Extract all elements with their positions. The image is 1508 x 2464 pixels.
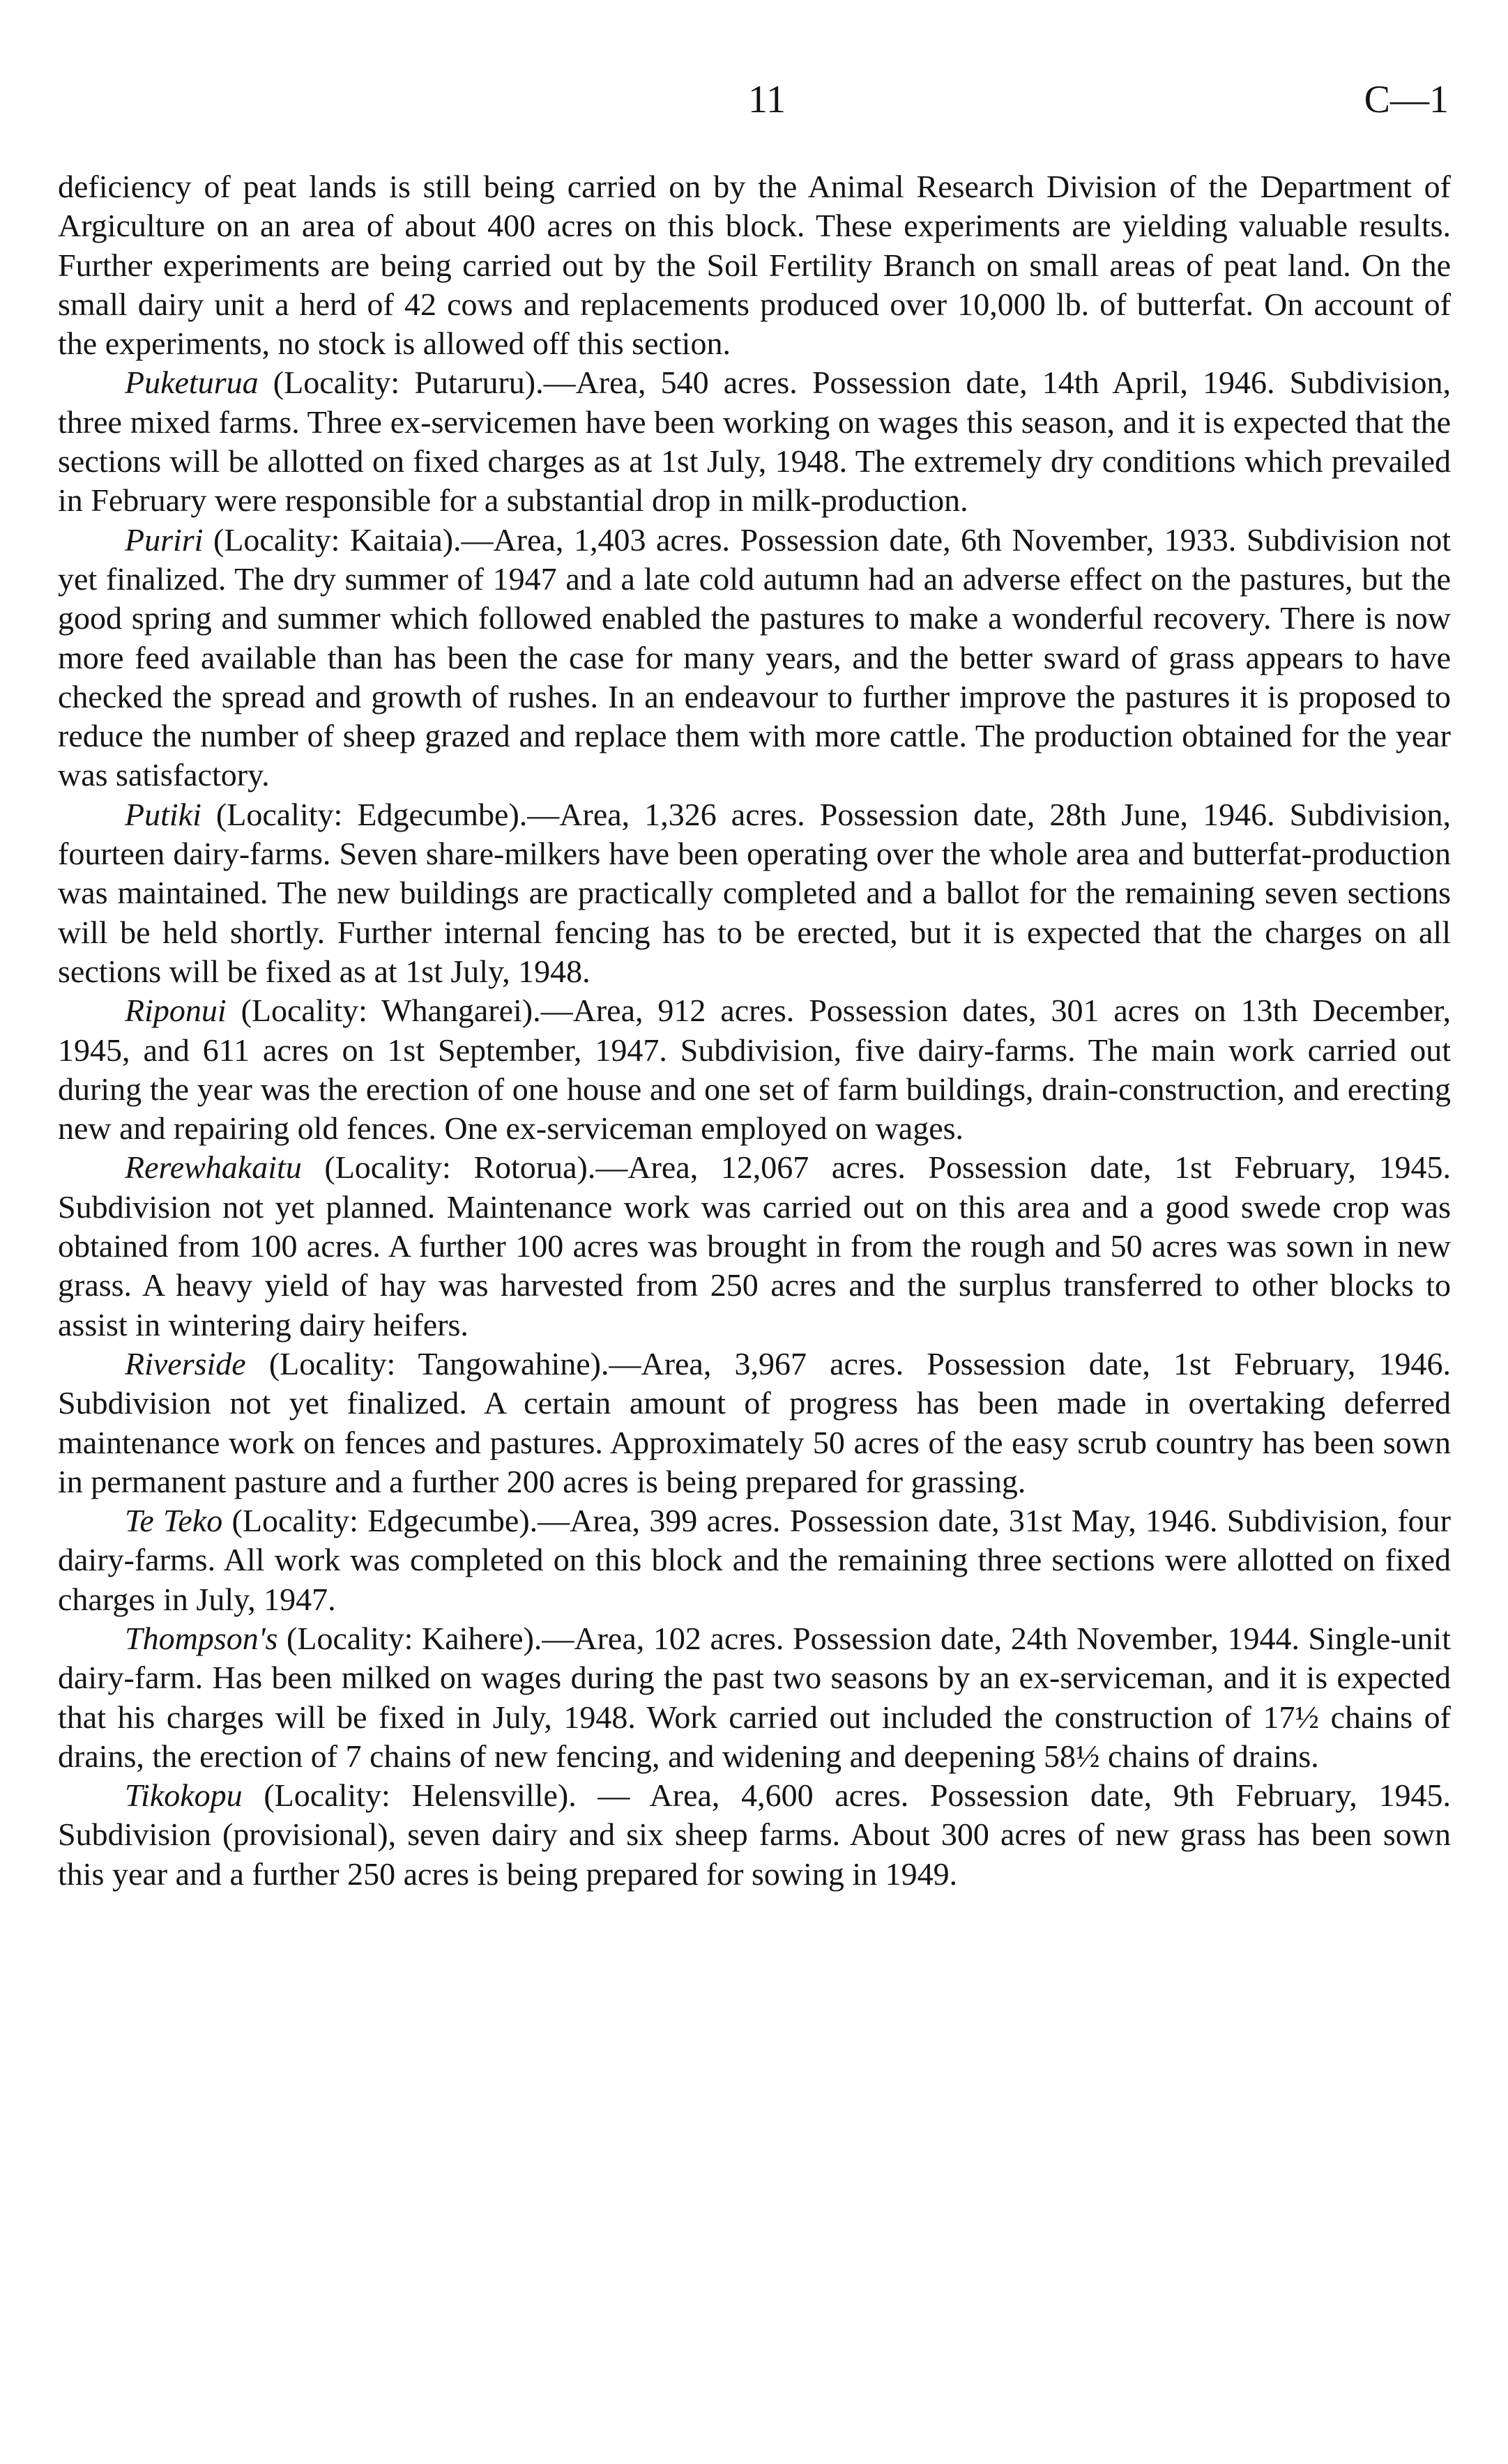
entry-name: Puriri: [125, 521, 204, 558]
entry-text: (Locality: Edgecumbe).—Area, 399 acres. Possession date, 31st May, 1946. Subdivision, four dairy-farms. All work was completed on this block and the remaining three sections were allotted on fixed charges in July, 1947.: [58, 1503, 1451, 1617]
entry-thompsons: [58, 1619, 1451, 1776]
entry-name: Riverside: [125, 1345, 246, 1382]
entry-text: (Locality: Kaihere).—Area, 102 acres. Possession date, 24th November, 1944. Single-unit dairy-farm. Has been milked on wages during the past two seasons by an ex-serviceman, and it is expected that his charges will be fixed in July, 1948. Work carried out included the construction of 17½ chains of drains, the erection of 7 chains of new fencing, and widening and deepening 58½ chains of drains.: [58, 1620, 1451, 1774]
entry-name: Puketurua: [125, 365, 259, 401]
entry-name: Riponui: [125, 993, 227, 1029]
entry-text: (Locality: Rotorua).—Area, 12,067 acres. Possession date, 1st February, 1945. Subdivision not yet planned. Maintenance work was carried out on this area and a good swede crop was obtained from 100 acres. A further 100 acres was brought in from the rough and 50 acres was sown in new grass. A heavy yield of hay was harvested from 250 acres and the surplus transferred to other blocks to assist in wintering dairy heifers.: [58, 1149, 1451, 1342]
entry-puketurua: [58, 363, 1451, 520]
entry-text: (Locality: Helensville). — Area, 4,600 acres. Possession date, 9th February, 1945. Subdivision (provisional), seven dairy and six sheep farms. About 300 acres of new grass has been sown this year and a further 250 acres is being prepared for sowing in 1949.: [58, 1777, 1451, 1892]
entry-riponui: [58, 991, 1451, 1148]
intro-paragraph: deficiency of peat lands is still being carried on by the Animal Research Division of the Department of Argiculture on an area of about 400 acres on this block. These experiments are yielding valuable results. Further experiments are being carried out by the Soil Fertility Branch on small areas of peat land. On the small dairy unit a herd of 42 cows and replacements produced over 10,000 lb. of butterfat. On account of the experiments, no stock is allowed off this section.: [58, 169, 1451, 362]
document-reference: C—1: [1364, 78, 1449, 121]
entry-text: (Locality: Kaitaia).—Area, 1,403 acres. Possession date, 6th November, 1933. Subdivision not yet finalized. The dry summer of 1947 and a late cold autumn had an adverse effect on the pastures, but the good spring and summer which followed enabled the pastures to make a wonderful recovery. There is now more feed available than has been the case for many years, and the better sward of grass appears to have checked the spread and growth of rushes. In an endeavour to further improve the pastures it is proposed to reduce the number of sheep grazed and replace them with more cattle. The production obtained for the year was satisfactory.: [58, 521, 1451, 793]
entry-name: Putiki: [125, 796, 201, 832]
page-number: 11: [748, 78, 786, 121]
entry-name: Rerewhakaitu: [125, 1149, 302, 1186]
entry-name: Te Teko: [125, 1503, 223, 1539]
entry-name: Tikokopu: [125, 1777, 243, 1814]
body-text: [58, 167, 1451, 1894]
entry-rerewhakaitu: [58, 1148, 1451, 1344]
entry-tikokopu: [58, 1776, 1451, 1894]
entry-putiki: [58, 795, 1451, 991]
entry-puriri: [58, 521, 1451, 795]
entry-te-teko: [58, 1501, 1451, 1619]
entry-text: (Locality: Whangarei).—Area, 912 acres. Possession dates, 301 acres on 13th December, 1945, and 611 acres on 1st September, 1947. Subdivision, five dairy-farms. The main work carried out during the year was the erection of one house and one set of farm buildings, drain-construction, and erecting new and repairing old fences. One ex-serviceman employed on wages.: [58, 993, 1451, 1147]
entry-text: (Locality: Putaruru).—Area, 540 acres. Possession date, 14th April, 1946. Subdivision, three mixed farms. Three ex-servicemen have been working on wages this season, and it is expected that the sections will be allotted on fixed charges as at 1st July, 1948. The extremely dry conditions which prevailed in February were responsible for a substantial drop in milk-production.: [58, 365, 1451, 519]
entry-riverside: [58, 1345, 1451, 1501]
entry-text: (Locality: Tangowahine).—Area, 3,967 acres. Possession date, 1st February, 1946. Subdivision not yet finalized. A certain amount of progress has been made in overtaking deferred maintenance work on fences and pastures. Approximately 50 acres of the easy scrub country has been sown in permanent pasture and a further 200 acres is being prepared for grassing.: [58, 1345, 1451, 1499]
entry-name: Thompson's: [125, 1620, 278, 1656]
entry-text: (Locality: Edgecumbe).—Area, 1,326 acres. Possession date, 28th June, 1946. Subdivision, fourteen dairy-farms. Seven share-milkers have been operating over the whole area and butterfat-production was maintained. The new buildings are practically completed and a ballot for the remaining seven sections will be held shortly. Further internal fencing has to be erected, but it is expected that the charges on all sections will be fixed as at 1st July, 1948.: [58, 796, 1451, 989]
